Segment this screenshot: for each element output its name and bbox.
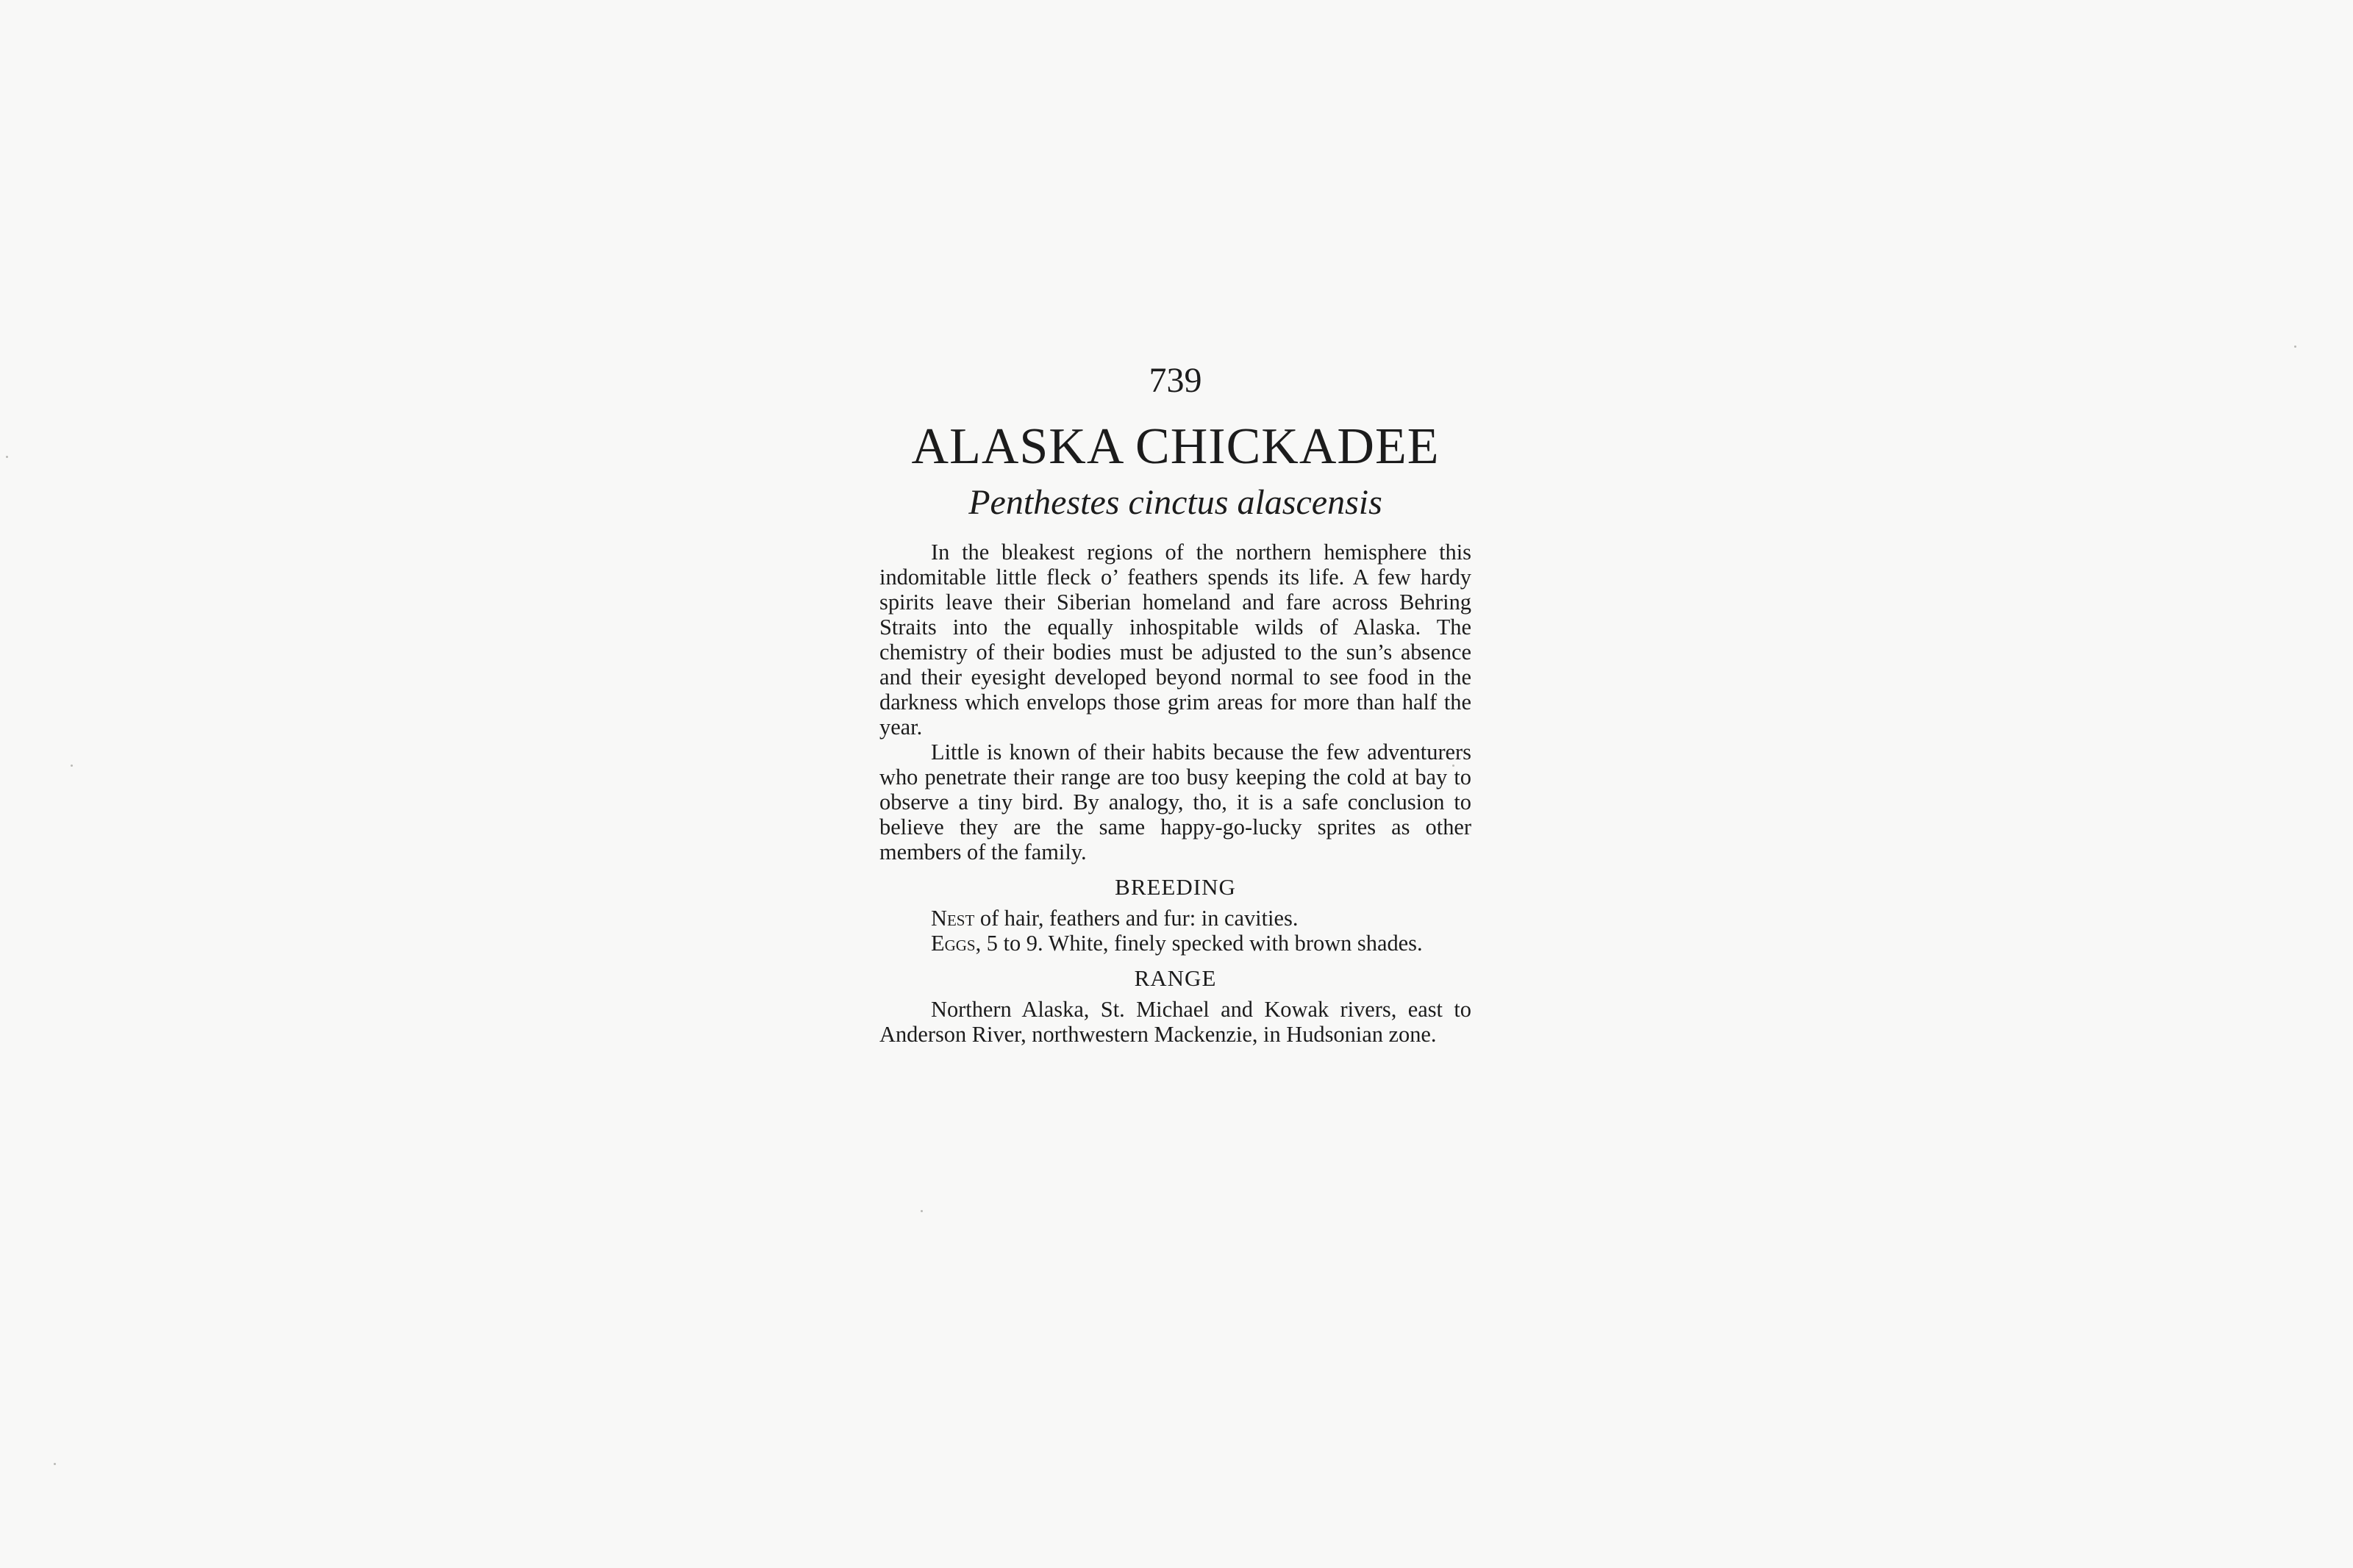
paper-speck xyxy=(2294,346,2296,348)
body-text xyxy=(879,540,1471,1047)
description-paragraph: Little is known of their habits because the few adventurers who penetrate their range are too busy keeping the cold at bay to observe a tiny bird. By analogy, tho, it is a safe conclusion to believe they are the same happy-go-lucky sprites as other members of the family. xyxy=(879,740,1471,864)
eggs-entry xyxy=(879,931,1471,956)
range-text: Northern Alaska, St. Michael and Kowak rivers, east to Anderson River, northwestern Mackenzie, in Hudsonian zone. xyxy=(879,997,1471,1047)
eggs-label: Eggs xyxy=(931,931,976,956)
nest-text: of hair, feathers and fur: in cavities. xyxy=(974,906,1299,931)
nest-label: Nest xyxy=(931,906,975,931)
breeding-heading: BREEDING xyxy=(1115,874,1236,900)
description-paragraph: In the bleakest regions of the northern hemisphere this indomitable little fleck o’ feathers spends its life. A few hardy spirits leave their Siberian homeland and fare across Behring Straits into the equally inhospitable wilds of Alaska. The chemistry of their bodies must be adjusted to the sun’s absence and their eyesight developed beyond normal to see food in the darkness which envelops those grim areas for more than half the year. xyxy=(879,540,1471,740)
paper-speck xyxy=(921,1210,923,1212)
paper-speck xyxy=(6,456,8,458)
page-number: 739 xyxy=(1149,361,1202,400)
paper-speck xyxy=(54,1463,56,1465)
scientific-name: Penthestes cinctus alascensis xyxy=(968,483,1382,522)
nest-entry xyxy=(879,906,1471,931)
page-title: ALASKA CHICKADEE xyxy=(911,418,1440,475)
eggs-text: , 5 to 9. White, finely specked with brown shades. xyxy=(975,931,1423,956)
range-heading: RANGE xyxy=(1134,965,1217,991)
paper-speck xyxy=(71,765,73,767)
